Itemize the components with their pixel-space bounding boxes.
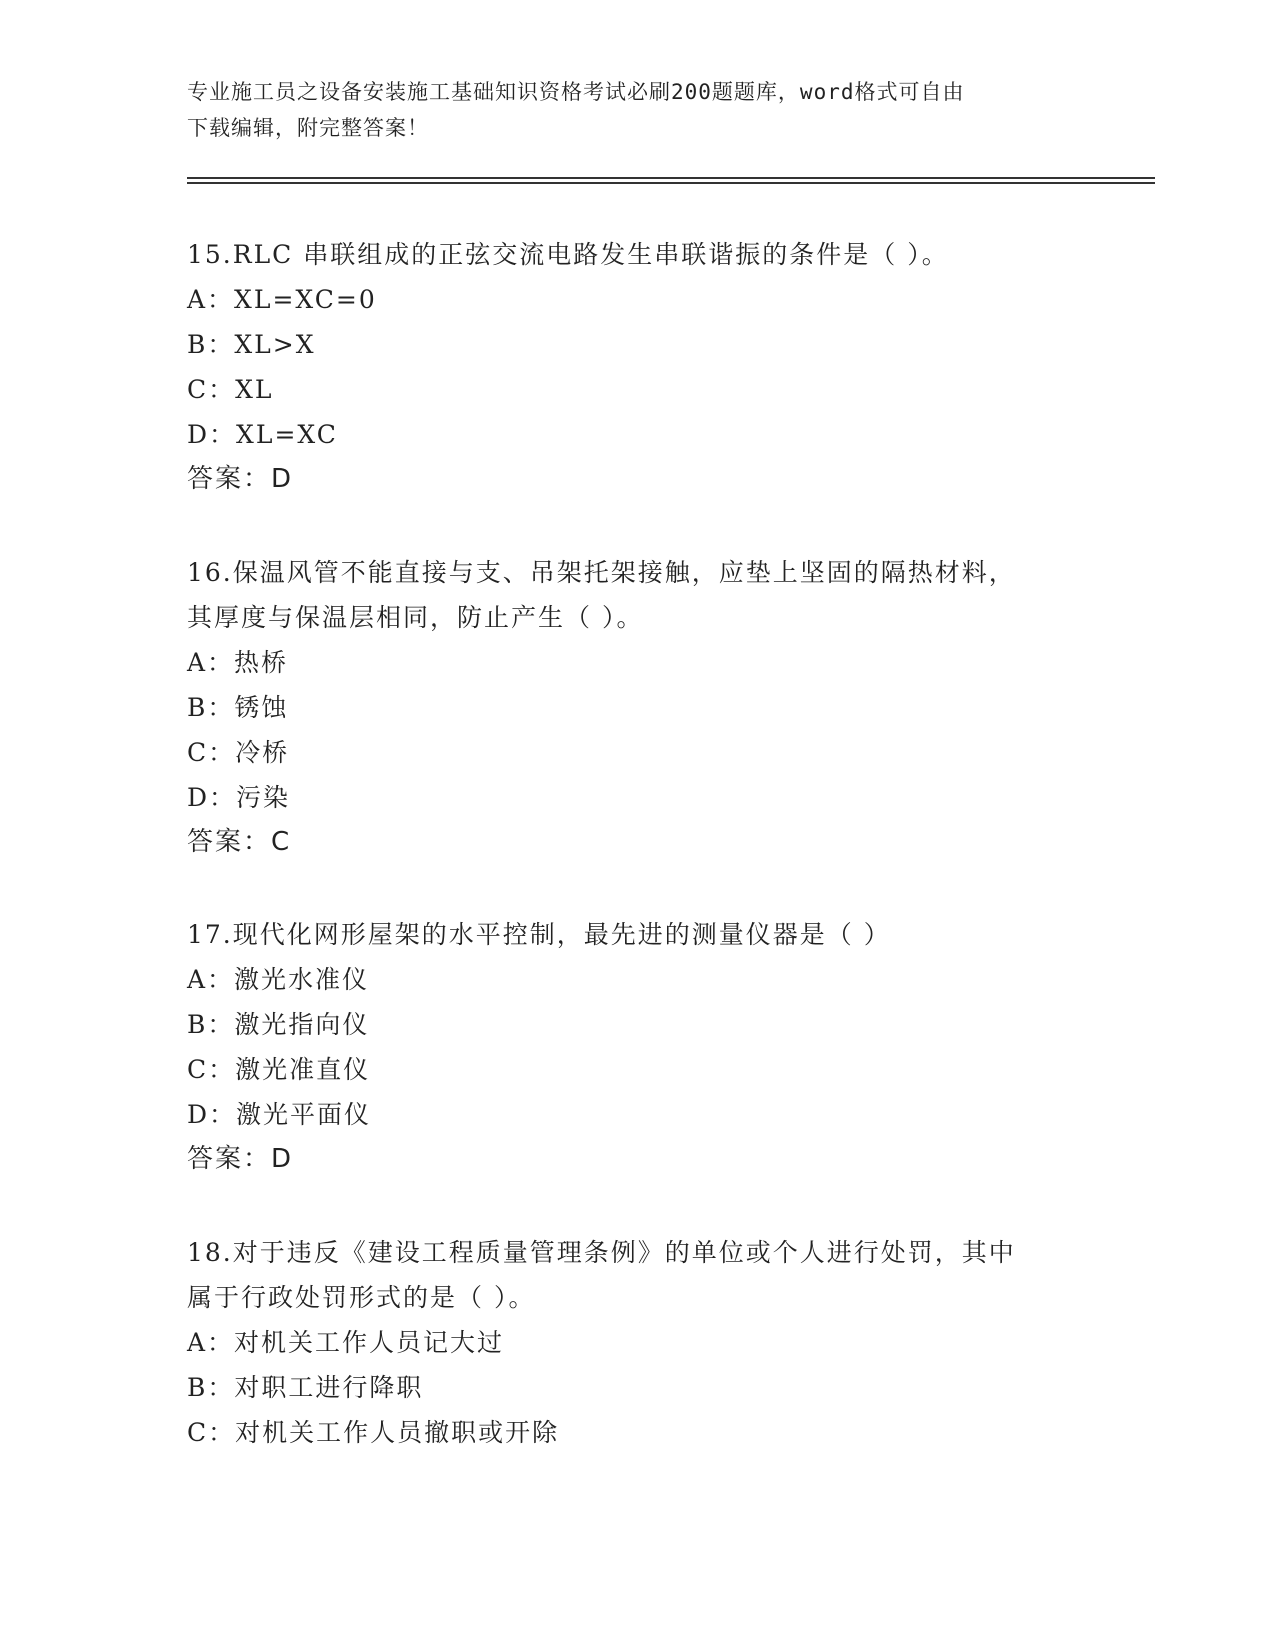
option-a: A：热桥 [187, 648, 289, 677]
header-line-1: 专业施工员之设备安装施工基础知识资格考试必刷200题题库，word格式可自由 [187, 80, 965, 104]
option-c: C：对机关工作人员撤职或开除 [187, 1418, 560, 1447]
question-16-stem [187, 550, 1087, 640]
header-divider-top [187, 177, 1155, 179]
question-15-stem [187, 232, 1087, 277]
question-17-stem [187, 912, 1087, 957]
option-c: C：激光准直仪 [187, 1055, 371, 1084]
option-c: C：XL [187, 375, 274, 404]
option-d: D：激光平面仪 [187, 1100, 372, 1129]
option-d: D：XL=XC [187, 420, 338, 449]
option-b: B：对职工进行降职 [187, 1373, 424, 1402]
question-stem-line: 18.对于违反《建设工程质量管理条例》的单位或个人进行处罚，其中 [187, 1238, 1016, 1267]
answer-line: 答案：D [187, 1144, 294, 1174]
question-stem-line: 其厚度与保温层相同，防止产生（ ）。 [187, 603, 644, 632]
answer-line: 答案：D [187, 464, 294, 494]
document-header [187, 74, 1067, 146]
question-stem-line: 属于行政处罚形式的是（ ）。 [187, 1283, 536, 1312]
option-c: C：冷桥 [187, 738, 290, 767]
header-line-2: 下载编辑，附完整答案！ [187, 116, 429, 140]
option-a: A：对机关工作人员记大过 [187, 1328, 505, 1357]
question-stem-line: 17.现代化网形屋架的水平控制，最先进的测量仪器是（ ） [187, 920, 891, 949]
option-a: A：XL=XC=0 [187, 285, 377, 314]
question-stem-line: 15.RLC 串联组成的正弦交流电路发生串联谐振的条件是（ ）。 [187, 240, 949, 269]
option-b: B：锈蚀 [187, 693, 289, 722]
option-b: B：XL>X [187, 330, 316, 359]
option-b: B：激光指向仪 [187, 1010, 370, 1039]
option-d: D：污染 [187, 783, 291, 812]
question-18-stem [187, 1230, 1087, 1320]
question-stem-line: 16.保温风管不能直接与支、吊架托架接触，应垫上坚固的隔热材料， [187, 558, 1016, 587]
answer-line: 答案：C [187, 827, 292, 857]
option-a: A：激光水准仪 [187, 965, 370, 994]
header-divider-bottom [187, 182, 1155, 184]
